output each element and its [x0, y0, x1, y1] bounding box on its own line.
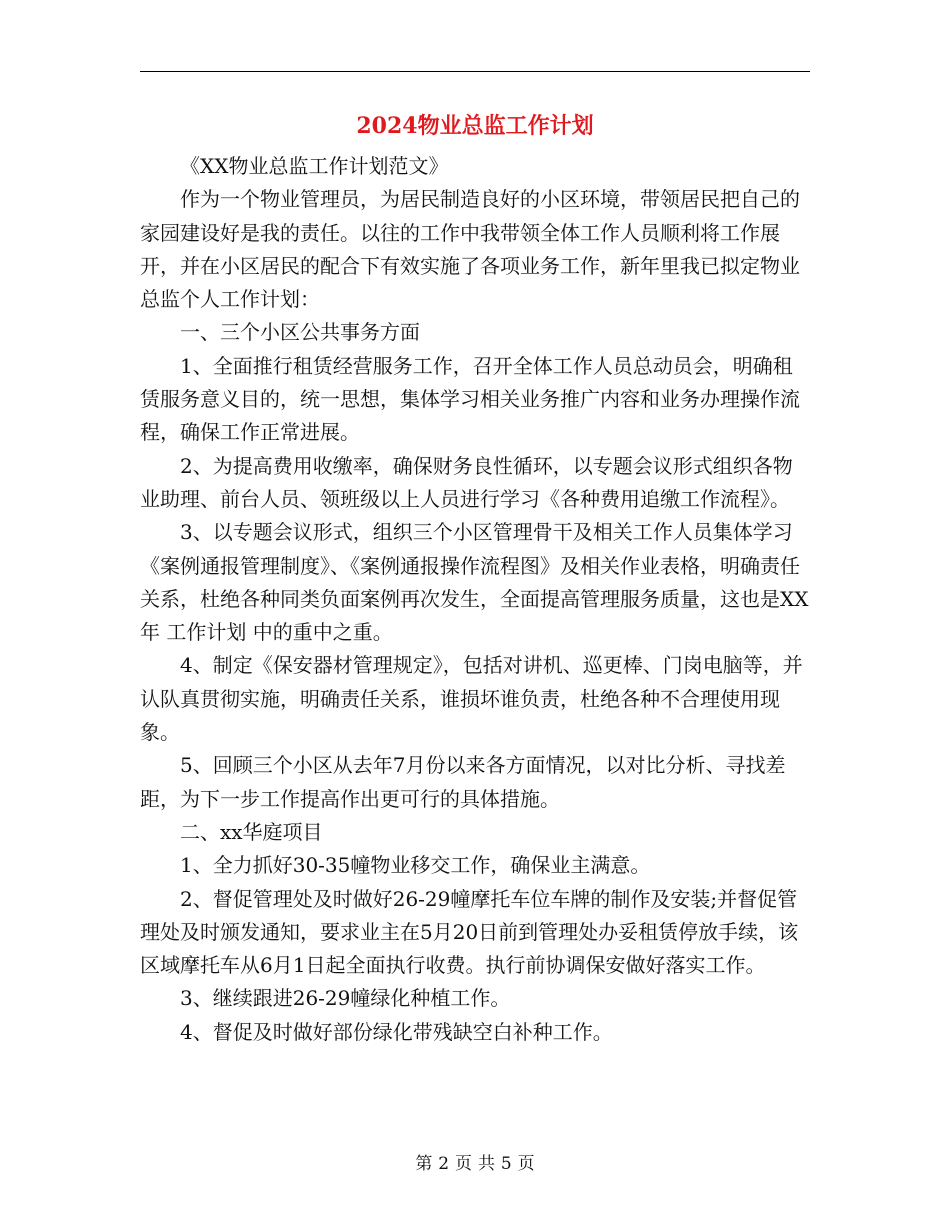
list-item: 1、全面推行租赁经营服务工作，召开全体工作人员总动员会，明确租赁服务意义目的，统一思想，集体学习相关业务推广内容和业务办理操作流程，确保工作正常进展。	[140, 353, 800, 445]
section-heading-2: 二、xx华庭项目	[180, 819, 323, 844]
list-item: 5、回顾三个小区从去年7月份以来各方面情况，以对比分析、寻找差距，为下一步工作提高作出更可行的具体措施。	[140, 753, 786, 811]
footer-total-word: 共	[477, 1154, 495, 1174]
footer-prefix: 第	[415, 1154, 433, 1174]
paragraph-subtitle: 《XX物业总监工作计划范文》	[180, 154, 449, 178]
list-item: 2、为提高费用收缴率，确保财务良性循环，以专题会议形式组织各物业助理、前台人员、领班级以上人员进行学习《各种费用追缴工作流程》。	[140, 453, 793, 511]
footer-suffix: 页	[517, 1154, 535, 1174]
document-body	[140, 150, 812, 1049]
page-footer	[140, 1152, 810, 1176]
section-heading-1: 一、三个小区公共事务方面	[180, 320, 420, 345]
list-item: 3、继续跟进26-29幢绿化种植工作。	[180, 986, 511, 1011]
list-item: 4、督促及时做好部份绿化带残缺空白补种工作。	[180, 1019, 613, 1044]
footer-page-word: 页	[455, 1154, 473, 1174]
list-item: 4、制定《保安器材管理规定》，包括对讲机、巡更棒、门岗电脑等，并认队真贯彻实施，明确责任关系，谁损坏谁负责，杜绝各种不合理使用现象。	[140, 653, 803, 745]
header-rule	[140, 71, 810, 72]
paragraph-intro: 作为一个物业管理员，为居民制造良好的小区环境，带领居民把自己的家园建设好是我的责任。以往的工作中我带领全体工作人员顺利将工作展开，并在小区居民的配合下有效实施了各项业务工作，新年里我已拟定物业总监个人工作计划：	[140, 187, 800, 312]
document-title: 2024物业总监工作计划	[356, 113, 594, 139]
current-page-number: 2	[438, 1154, 450, 1174]
total-pages-number: 5	[500, 1154, 512, 1174]
list-item: 3、以专题会议形式，组织三个小区管理骨干及相关工作人员集体学习《案例通报管理制度》、《案例通报操作流程图》及相关作业表格，明确责任关系，杜绝各种同类负面案例再次发生，全面提高管理服务质量，这也是XX年 工作计划 中的重中之重。	[140, 520, 809, 645]
list-item: 2、督促管理处及时做好26-29幢摩托车位车牌的制作及安装;并督促管理处及时颁发通知，要求业主在5月20日前到管理处办妥租赁停放手续，该区域摩托车从6月1日起全面执行收费。执行前协调保安做好落实工作。	[140, 886, 799, 978]
list-item: 1、全力抓好30-35幢物业移交工作，确保业主满意。	[180, 853, 651, 878]
